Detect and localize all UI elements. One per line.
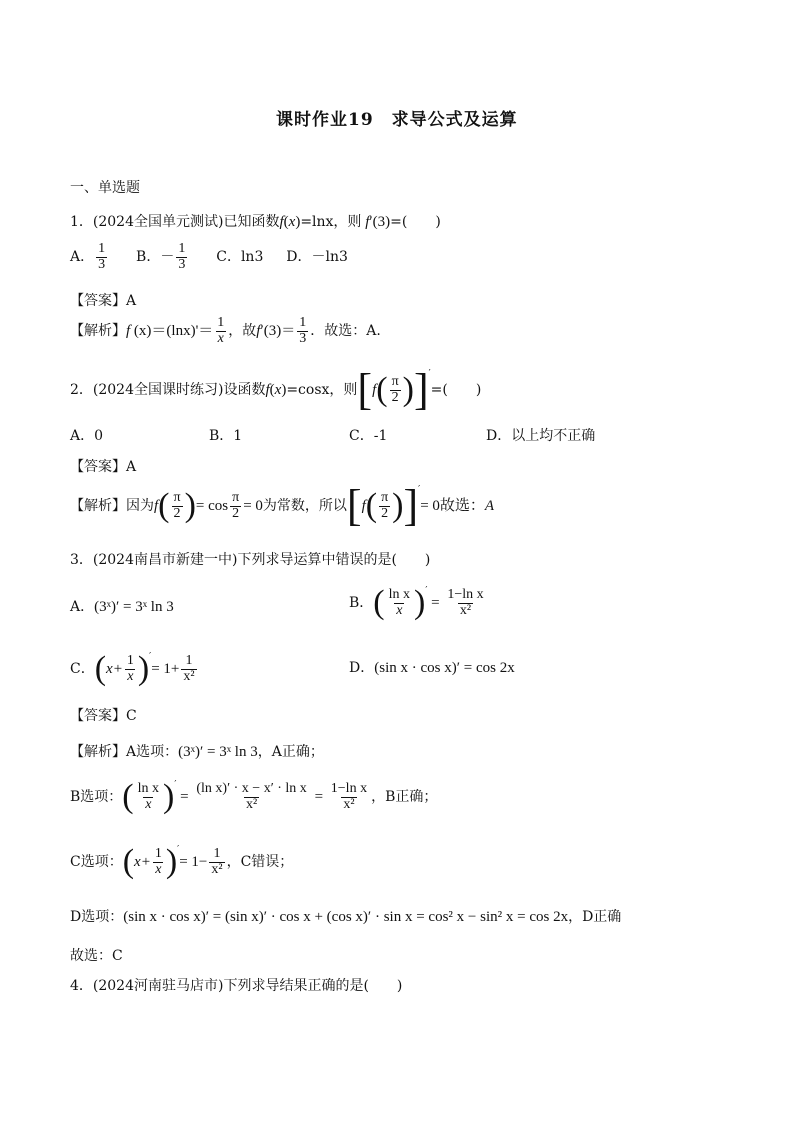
q2-explanation: 【解析】因为f( $\frac{\pi}{2}$ )= cos $\frac{\pi}{2}$ = 0为常数，所以[f( $\frac{\pi}{2}$ )]′= 0故选：A xyxy=(70,481,495,530)
q2-option-c: C．-1 xyxy=(349,428,388,444)
q3-option-b: B．( $\frac{\text{ln x}}{x}$ )′ = $\frac{\text{1−ln x}}{\text{x²}}$ xyxy=(349,584,484,621)
q3-answer: 【答案】C xyxy=(70,708,137,724)
q1-fx: f xyxy=(279,214,284,230)
q2-option-b: B．1 xyxy=(209,428,243,444)
q2-option-d: D．以上均不正确 xyxy=(486,428,596,444)
q1-explanation: 【解析】f (x)＝(lnx)'＝ $\frac{1}{x}$ ，故f′(3)＝ $\frac{1}{3}$ ．故选：A. xyxy=(70,315,381,346)
page-title: 课时作业19 求导公式及运算 xyxy=(276,110,518,130)
q1-options xyxy=(70,242,348,272)
q3-option-a: A．(3ˣ)′ = 3ˣ ln 3 xyxy=(70,599,174,615)
question-3: 3．(2024南昌市新建一中)下列求导运算中错误的是( ) xyxy=(70,552,431,568)
section-heading: 一、单选题 xyxy=(70,180,140,196)
q3-option-c: C．(x+ $\frac{1}{x}$ )′= 1+ $\frac{1}{\text{x²}}$ xyxy=(70,650,195,687)
q1-option-a: A． $\frac{1}{3}$ xyxy=(70,241,106,272)
q1-stem-c: =( ) xyxy=(390,214,441,230)
q3-option-d: D．(sin x · cos x)′ = cos 2x xyxy=(349,660,515,676)
q2-option-a: A．0 xyxy=(70,428,104,444)
q3-explanation-c: C选项：(x+ $\frac{1}{x}$ )′= 1− $\frac{1}{\text{x²}}$ ，C错误； xyxy=(70,843,294,880)
question-1: 1．(2024全国单元测试)已知函数f(x)=lnx，则 f′(3)=( ) xyxy=(70,214,441,230)
q1-answer: 【答案】A xyxy=(70,293,137,309)
q1-option-d: D．－ln3 xyxy=(286,249,348,266)
q3-explanation-d: D选项：(sin x · cos x)′ = (sin x)′ · cos x + (cos x)′ · sin x = cos² x − sin² x = cos 2x，D正确 xyxy=(70,909,622,925)
q3-conclusion: 故选：C xyxy=(70,948,123,964)
q3-explanation-a: 【解析】A选项：(3ˣ)′ = 3ˣ ln 3，A正确； xyxy=(70,744,324,760)
q1-option-b: B．－ $\frac{1}{3}$ xyxy=(136,241,186,272)
question-4: 4．(2024河南驻马店市)下列求导结果正确的是( ) xyxy=(70,978,403,994)
question-2: 2．(2024全国课时练习)设函数f(x)=cosx，则[f( $\frac{\pi}{2}$ )]′=( ) xyxy=(70,365,482,414)
q1-option-c: C．ln3 xyxy=(216,249,264,266)
q3-explanation-b: B选项：( $\frac{\text{ln x}}{x}$ )′ = $\frac{\text{(ln x)′ · x − x′ · ln x}}{\text{x²}}$ = $\frac{\text{1−ln x}}{\text{x²}}$ ，B正确； xyxy=(70,778,438,815)
q1-stem-b: =lnx，则 xyxy=(300,214,362,230)
q1-stem-a: 1．(2024全国单元测试)已知函数 xyxy=(70,214,280,230)
q2-answer: 【答案】A xyxy=(70,459,137,475)
